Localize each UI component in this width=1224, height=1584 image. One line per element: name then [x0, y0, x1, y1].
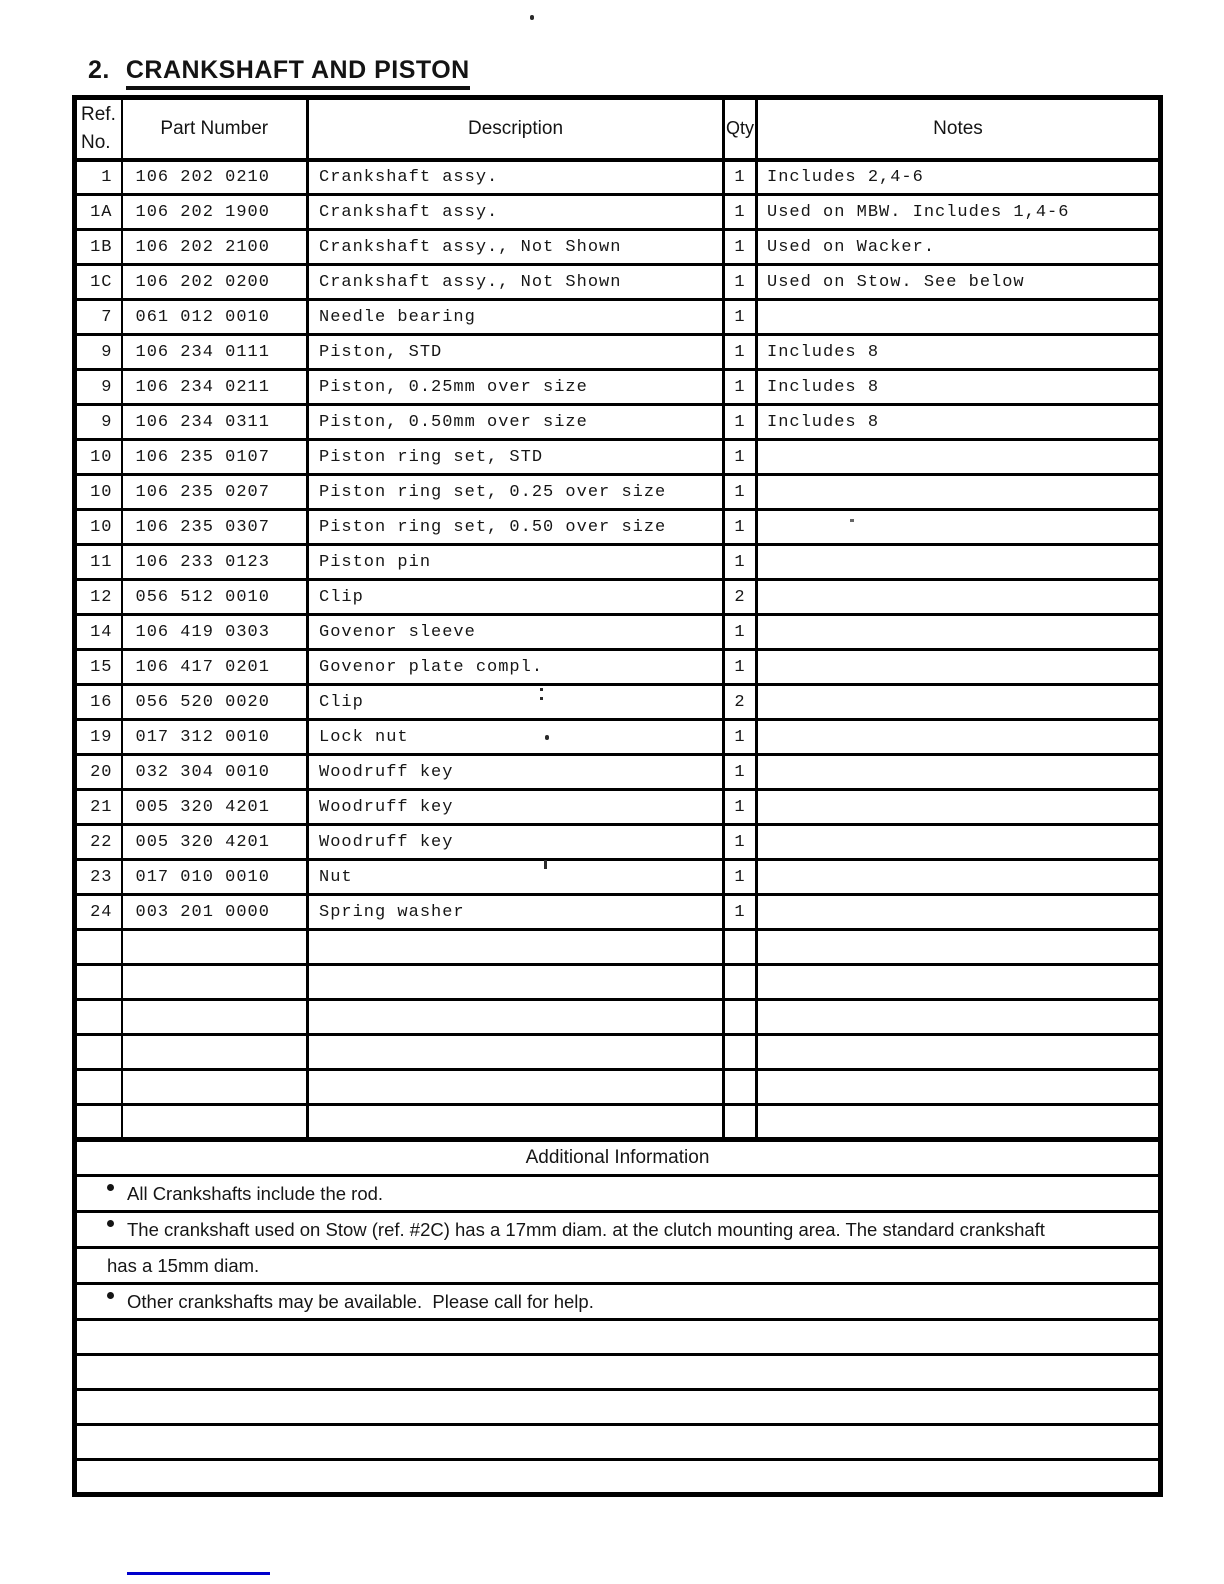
part-number-cell: 003 201 0000 [122, 895, 308, 930]
ref-no-cell [75, 965, 122, 1000]
notes-cell [757, 825, 1161, 860]
description-cell: Clip [308, 580, 724, 615]
column-header-part-number: Part Number [122, 98, 308, 160]
table-row [75, 720, 1161, 755]
column-header-notes: Notes [757, 98, 1161, 160]
qty-cell [724, 965, 757, 1000]
ref-no-cell: 11 [75, 545, 122, 580]
qty-cell: 1 [724, 650, 757, 685]
description-cell: Piston, 0.25mm over size [308, 370, 724, 405]
additional-info-cell [75, 1176, 1161, 1212]
footer-blue-line [127, 1572, 270, 1575]
qty-cell: 1 [724, 615, 757, 650]
table-row [75, 895, 1161, 930]
qty-cell: 1 [724, 195, 757, 230]
notes-cell: Includes 8 [757, 405, 1161, 440]
description-cell: Crankshaft assy. [308, 160, 724, 195]
additional-info-title: Additional Information [75, 1140, 1161, 1176]
ref-no-cell [75, 1070, 122, 1105]
part-number-cell: 032 304 0010 [122, 755, 308, 790]
bullet-icon [107, 1220, 114, 1227]
part-number-cell [122, 1000, 308, 1035]
additional-info-empty-row [75, 1320, 1161, 1355]
section-title: CRANKSHAFT AND PISTON [126, 56, 470, 90]
qty-cell: 2 [724, 685, 757, 720]
qty-cell: 1 [724, 860, 757, 895]
parts-table [72, 95, 1163, 1497]
empty-cell [75, 1320, 1161, 1355]
qty-cell: 1 [724, 440, 757, 475]
notes-cell [757, 930, 1161, 965]
ref-no-cell: 10 [75, 440, 122, 475]
table-row [75, 1105, 1161, 1140]
scan-artifact [540, 688, 543, 691]
ref-no-cell: 24 [75, 895, 122, 930]
description-cell: Govenor plate compl. [308, 650, 724, 685]
notes-cell [757, 1105, 1161, 1140]
table-row [75, 825, 1161, 860]
additional-info-cell [75, 1212, 1161, 1248]
part-number-cell [122, 1105, 308, 1140]
qty-cell: 1 [724, 895, 757, 930]
notes-cell [757, 650, 1161, 685]
description-cell: Govenor sleeve [308, 615, 724, 650]
bullet-icon [107, 1292, 114, 1299]
table-row [75, 790, 1161, 825]
description-cell: Crankshaft assy., Not Shown [308, 265, 724, 300]
part-number-cell: 106 234 0311 [122, 405, 308, 440]
table-row [75, 930, 1161, 965]
notes-cell [757, 895, 1161, 930]
table-row [75, 685, 1161, 720]
notes-cell: Includes 8 [757, 370, 1161, 405]
part-number-cell: 106 419 0303 [122, 615, 308, 650]
qty-cell: 1 [724, 300, 757, 335]
page-title [88, 56, 470, 85]
ref-no-cell: 14 [75, 615, 122, 650]
description-cell: Clip [308, 685, 724, 720]
table-row [75, 860, 1161, 895]
description-cell: Woodruff key [308, 755, 724, 790]
part-number-cell: 106 202 1900 [122, 195, 308, 230]
description-cell: Piston pin [308, 545, 724, 580]
table-row [75, 230, 1161, 265]
description-cell: Nut [308, 860, 724, 895]
part-number-cell [122, 1035, 308, 1070]
description-cell: Crankshaft assy. [308, 195, 724, 230]
ref-no-cell: 10 [75, 510, 122, 545]
description-cell: Crankshaft assy., Not Shown [308, 230, 724, 265]
ref-no-cell: 1C [75, 265, 122, 300]
qty-cell: 1 [724, 335, 757, 370]
notes-cell [757, 860, 1161, 895]
additional-info-cell [75, 1248, 1161, 1284]
scan-artifact [850, 519, 854, 522]
ref-no-cell [75, 1035, 122, 1070]
scan-artifact [544, 860, 547, 869]
ref-no-cell: 1B [75, 230, 122, 265]
qty-cell [724, 1105, 757, 1140]
description-cell: Woodruff key [308, 825, 724, 860]
ref-no-cell: 20 [75, 755, 122, 790]
ref-no-cell [75, 930, 122, 965]
notes-cell [757, 1070, 1161, 1105]
table-row [75, 440, 1161, 475]
table-row [75, 335, 1161, 370]
additional-info-text: All Crankshafts include the rod. [127, 1182, 384, 1204]
part-number-cell: 106 235 0207 [122, 475, 308, 510]
notes-cell [757, 300, 1161, 335]
ref-no-cell: 9 [75, 370, 122, 405]
additional-info-row [75, 1248, 1161, 1284]
ref-no-cell: 9 [75, 335, 122, 370]
description-cell [308, 965, 724, 1000]
description-cell [308, 1000, 724, 1035]
empty-cell [75, 1460, 1161, 1495]
notes-cell [757, 790, 1161, 825]
description-cell: Piston ring set, 0.25 over size [308, 475, 724, 510]
table-row [75, 195, 1161, 230]
qty-cell [724, 1035, 757, 1070]
qty-cell: 1 [724, 545, 757, 580]
notes-cell: Includes 2,4-6 [757, 160, 1161, 195]
notes-cell [757, 440, 1161, 475]
part-number-cell: 106 235 0307 [122, 510, 308, 545]
qty-cell: 1 [724, 370, 757, 405]
qty-cell: 1 [724, 720, 757, 755]
part-number-cell [122, 930, 308, 965]
part-number-cell: 106 202 0200 [122, 265, 308, 300]
ref-no-cell: 21 [75, 790, 122, 825]
notes-cell [757, 965, 1161, 1000]
notes-cell: Used on Wacker. [757, 230, 1161, 265]
additional-info-empty-row [75, 1355, 1161, 1390]
additional-info-empty-row [75, 1390, 1161, 1425]
part-number-cell [122, 1070, 308, 1105]
qty-cell: 1 [724, 230, 757, 265]
ref-no-cell: 9 [75, 405, 122, 440]
table-row [75, 370, 1161, 405]
additional-info-cell [75, 1284, 1161, 1320]
table-row [75, 545, 1161, 580]
table-row [75, 160, 1161, 195]
parts-table-body [75, 160, 1161, 1495]
parts-table-header [75, 98, 1161, 160]
table-row [75, 965, 1161, 1000]
part-number-cell: 017 010 0010 [122, 860, 308, 895]
column-header-ref-no [75, 98, 122, 160]
ref-no-cell: 15 [75, 650, 122, 685]
section-number: 2. [88, 56, 110, 84]
additional-info-row [75, 1176, 1161, 1212]
description-cell [308, 1105, 724, 1140]
table-row [75, 510, 1161, 545]
qty-cell: 1 [724, 475, 757, 510]
bullet-icon [107, 1184, 114, 1191]
ref-no-cell: 12 [75, 580, 122, 615]
additional-info-row [75, 1212, 1161, 1248]
description-cell [308, 1035, 724, 1070]
empty-cell [75, 1355, 1161, 1390]
additional-info-text: The crankshaft used on Stow (ref. #2C) has a 17mm diam. at the clutch mounting area. The standard crankshaft [127, 1218, 1045, 1240]
qty-cell [724, 930, 757, 965]
notes-cell: Includes 8 [757, 335, 1161, 370]
part-number-cell: 056 520 0020 [122, 685, 308, 720]
ref-no-cell: 22 [75, 825, 122, 860]
table-row [75, 265, 1161, 300]
description-cell: Needle bearing [308, 300, 724, 335]
column-header-qty: Qty [724, 98, 757, 160]
description-cell [308, 930, 724, 965]
qty-cell [724, 1070, 757, 1105]
table-row [75, 475, 1161, 510]
scan-artifact [545, 735, 549, 740]
empty-cell [75, 1390, 1161, 1425]
part-number-cell: 061 012 0010 [122, 300, 308, 335]
qty-cell: 2 [724, 580, 757, 615]
part-number-cell: 056 512 0010 [122, 580, 308, 615]
ref-no-cell: 1 [75, 160, 122, 195]
part-number-cell: 106 202 0210 [122, 160, 308, 195]
description-cell [308, 1070, 724, 1105]
ref-label-line1: Ref. [81, 104, 116, 126]
qty-cell: 1 [724, 510, 757, 545]
part-number-cell [122, 965, 308, 1000]
additional-info-empty-row [75, 1425, 1161, 1460]
notes-cell [757, 475, 1161, 510]
notes-cell: Used on Stow. See below [757, 265, 1161, 300]
ref-no-cell: 10 [75, 475, 122, 510]
part-number-cell: 017 312 0010 [122, 720, 308, 755]
part-number-cell: 106 233 0123 [122, 545, 308, 580]
part-number-cell: 005 320 4201 [122, 790, 308, 825]
qty-cell: 1 [724, 790, 757, 825]
table-row [75, 580, 1161, 615]
notes-cell [757, 1000, 1161, 1035]
table-row [75, 650, 1161, 685]
notes-cell [757, 580, 1161, 615]
qty-cell: 1 [724, 825, 757, 860]
part-number-cell: 106 235 0107 [122, 440, 308, 475]
table-row [75, 1000, 1161, 1035]
qty-cell: 1 [724, 755, 757, 790]
notes-cell [757, 1035, 1161, 1070]
ref-no-cell: 19 [75, 720, 122, 755]
additional-info-row [75, 1284, 1161, 1320]
ref-label-line2: No. [81, 131, 111, 153]
description-cell: Piston ring set, STD [308, 440, 724, 475]
description-cell: Lock nut [308, 720, 724, 755]
table-row [75, 755, 1161, 790]
ref-no-cell: 7 [75, 300, 122, 335]
part-number-cell: 106 202 2100 [122, 230, 308, 265]
description-cell: Piston ring set, 0.50 over size [308, 510, 724, 545]
qty-cell [724, 1000, 757, 1035]
description-cell: Piston, 0.50mm over size [308, 405, 724, 440]
additional-info-text: Other crankshafts may be available. Please call for help. [127, 1290, 594, 1312]
notes-cell [757, 720, 1161, 755]
column-header-description: Description [308, 98, 724, 160]
part-number-cell: 005 320 4201 [122, 825, 308, 860]
additional-info-text: has a 15mm diam. [107, 1254, 260, 1276]
notes-cell [757, 545, 1161, 580]
ref-no-cell: 1A [75, 195, 122, 230]
description-cell: Piston, STD [308, 335, 724, 370]
additional-info-empty-row [75, 1460, 1161, 1495]
table-row [75, 1070, 1161, 1105]
empty-cell [75, 1425, 1161, 1460]
additional-info-header-row [75, 1140, 1161, 1176]
part-number-cell: 106 234 0111 [122, 335, 308, 370]
notes-cell [757, 685, 1161, 720]
ref-no-cell: 23 [75, 860, 122, 895]
notes-cell: Used on MBW. Includes 1,4-6 [757, 195, 1161, 230]
qty-cell: 1 [724, 160, 757, 195]
description-cell: Spring washer [308, 895, 724, 930]
ref-no-cell [75, 1000, 122, 1035]
description-cell: Woodruff key [308, 790, 724, 825]
part-number-cell: 106 417 0201 [122, 650, 308, 685]
ref-no-cell: 16 [75, 685, 122, 720]
ref-no-cell [75, 1105, 122, 1140]
table-row [75, 1035, 1161, 1070]
table-row [75, 300, 1161, 335]
scan-artifact [530, 15, 534, 20]
notes-cell [757, 615, 1161, 650]
qty-cell: 1 [724, 265, 757, 300]
notes-cell [757, 755, 1161, 790]
qty-cell: 1 [724, 405, 757, 440]
notes-cell [757, 510, 1161, 545]
part-number-cell: 106 234 0211 [122, 370, 308, 405]
table-row [75, 405, 1161, 440]
table-row [75, 615, 1161, 650]
